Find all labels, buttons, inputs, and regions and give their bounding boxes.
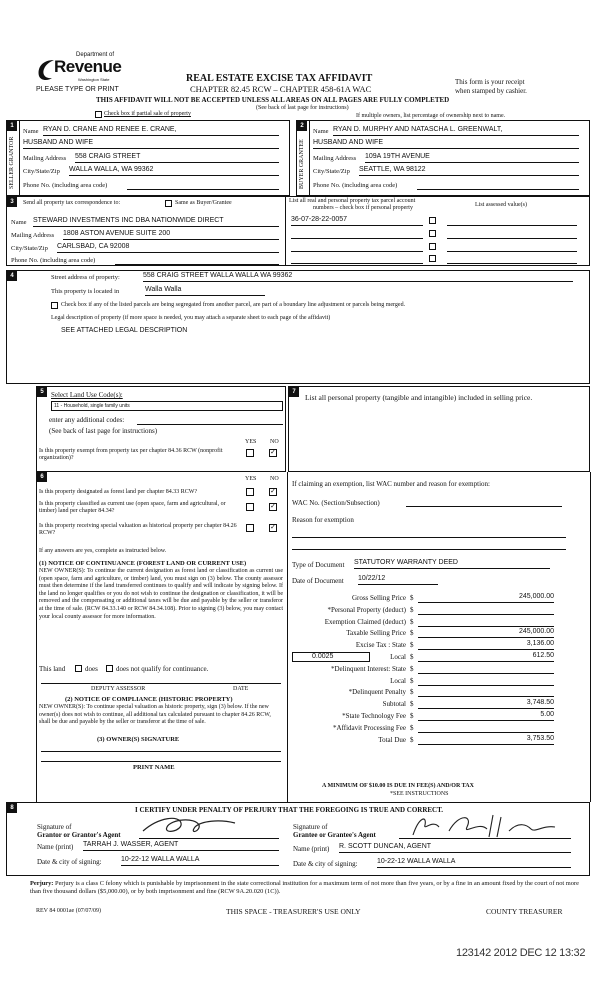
parcel-field-4[interactable]: [291, 254, 423, 264]
does-qualify-checkbox[interactable]: [75, 665, 82, 672]
this-land-label: This land: [39, 665, 66, 673]
buyer-phone-field[interactable]: [417, 180, 579, 190]
same-as-buyer-label: Same as Buyer/Grantee: [175, 200, 232, 206]
grantee-name-label: Name (print): [293, 845, 330, 853]
section-land-use: [36, 386, 286, 472]
form-revision: REV 84 0001ae (07/07/09): [36, 908, 102, 914]
section6-no-header: NO: [270, 476, 279, 482]
grantee-signature-line: [399, 837, 571, 839]
partial-sale-label: Check box if partial sale of property: [104, 111, 191, 117]
wac-field[interactable]: [406, 498, 562, 507]
seller-name-field-2[interactable]: HUSBAND AND WIFE: [23, 139, 279, 149]
buyer-name-field[interactable]: RYAN D. MURPHY AND NATASCHA L. GREENWALT,: [333, 126, 579, 136]
tax-row-label: Total Due: [378, 735, 406, 744]
see-instructions-note: *SEE INSTRUCTIONS: [390, 791, 449, 797]
tax-row-dollar: $: [410, 664, 414, 673]
section-7-number: 7: [289, 387, 299, 397]
owner-signature-label: (3) OWNER(S) SIGNATURE: [97, 736, 180, 743]
section-certify: [6, 802, 590, 876]
tax-row-label: Local: [390, 653, 406, 661]
tax-row-dollar: $: [410, 723, 414, 732]
section-seller: [6, 120, 290, 196]
tax-row-value[interactable]: [418, 664, 554, 674]
tax-row-label: *State Technology Fee: [342, 712, 406, 720]
tax-row-dollar: $: [410, 641, 414, 650]
grantee-name-field[interactable]: R. SCOTT DUNCAN, AGENT: [339, 843, 571, 853]
tax-row-label: *Delinquent Penalty: [348, 688, 406, 697]
land-use-yes-header: YES: [245, 439, 257, 445]
grantor-date-label: Date & city of signing:: [37, 858, 102, 866]
treasurer-use-only: THIS SPACE - TREASURER'S USE ONLY: [226, 907, 361, 916]
located-in-field[interactable]: Walla Walla: [145, 286, 265, 296]
parcel-header-2: numbers – check box if personal property: [313, 205, 413, 211]
exemption-reason-field[interactable]: [292, 536, 566, 538]
grantee-date-label: Date & city of signing:: [293, 860, 358, 868]
notice-continuance-title: (1) NOTICE OF CONTINUANCE (FOREST LAND OR CURRENT USE): [39, 560, 247, 567]
receipt-note-1: This form is your receipt: [455, 78, 525, 86]
grantor-signature[interactable]: [139, 813, 249, 839]
same-as-buyer-checkbox[interactable]: [165, 200, 172, 207]
parcel-field-1[interactable]: 36-07-28-22-0057: [291, 216, 423, 226]
wac-label: WAC No. (Section/Subsection): [292, 499, 380, 507]
section-buyer: [296, 120, 590, 196]
form-title: REAL ESTATE EXCISE TAX AFFIDAVIT: [186, 73, 373, 84]
segregated-checkbox[interactable]: [51, 302, 58, 309]
grantee-sig-of: Signature of: [293, 823, 328, 831]
send-correspondence-label: Send all property tax correspondence to:: [23, 200, 121, 206]
section-property: [6, 270, 590, 384]
tax-row-dollar: $: [410, 688, 414, 697]
section-3-number: 3: [7, 197, 17, 207]
please-type: PLEASE TYPE OR PRINT: [36, 86, 119, 93]
tax-row-label: Gross Selling Price: [351, 594, 406, 602]
tax-row-label: Subtotal: [382, 700, 406, 709]
land-use-label: Select Land Use Code(s):: [51, 391, 123, 399]
tax-row-value[interactable]: 3,136.00: [418, 640, 554, 650]
legal-description-field[interactable]: SEE ATTACHED LEGAL DESCRIPTION: [61, 327, 188, 334]
seller-phone-label: Phone No. (including area code): [23, 182, 108, 189]
taxpayer-name-field[interactable]: STEWARD INVESTMENTS INC DBA NATIONWIDE DIRECT: [33, 217, 279, 227]
tax-row-value[interactable]: 245,000.00: [418, 593, 554, 603]
legal-description-label: Legal description of property (if more space is needed, you may attach a separate sheet to each page of the affidavit): [51, 315, 331, 321]
buyer-address-label: Mailing Address: [313, 155, 357, 162]
additional-codes-field[interactable]: [137, 416, 283, 425]
tax-row-dollar: $: [410, 629, 414, 638]
tax-row-value[interactable]: [418, 676, 554, 686]
parcel-personal-checkbox-3[interactable]: [429, 243, 436, 250]
tax-row-value[interactable]: [418, 605, 554, 615]
logo-word: Revenue: [54, 57, 122, 76]
nonprofit-no-checkbox[interactable]: ✓: [270, 449, 276, 456]
buyer-name-label: Name: [313, 128, 329, 135]
seller-city-field[interactable]: WALLA WALLA, WA 99362: [69, 166, 279, 176]
historic-no-checkbox[interactable]: ✓: [270, 524, 276, 531]
doc-date-label: Date of Document: [292, 577, 344, 585]
tax-row-value[interactable]: 3,748.50: [418, 699, 554, 709]
grantee-agent-label: Grantee or Grantee's Agent: [293, 831, 376, 839]
doc-type-label: Type of Document: [292, 561, 345, 569]
print-name-field[interactable]: [41, 760, 281, 762]
if-yes-note: If any answers are yes, complete as instructed below.: [39, 548, 167, 554]
taxpayer-address-label: Mailing Address: [11, 232, 55, 239]
parcel-field-3[interactable]: [291, 242, 423, 252]
forest-no-checkbox[interactable]: ✓: [270, 488, 276, 495]
tax-row-value[interactable]: [418, 723, 554, 733]
taxpayer-address-field[interactable]: 1808 ASTON AVENUE SUITE 200: [63, 230, 279, 240]
grantor-agent-label: Grantor or Grantor's Agent: [37, 831, 121, 839]
historic-question: Is this property receiving special valuation as historical property per chapter 84.26 RCW?: [39, 523, 237, 536]
section-4-number: 4: [7, 271, 17, 281]
perjury-notice: [30, 880, 586, 896]
section6-yes-header: YES: [245, 476, 257, 482]
grantor-name-label: Name (print): [37, 843, 74, 851]
parcel-header-1: List all real and personal property tax parcel account: [289, 198, 416, 204]
assessed-field-4[interactable]: [447, 254, 577, 264]
additional-codes-label: enter any additional codes:: [49, 416, 125, 424]
logo-washington: Washington State: [78, 77, 110, 82]
tax-row-label: *Affidavit Processing Fee: [333, 723, 406, 732]
parcel-field-2[interactable]: [291, 229, 423, 239]
assessed-field-1[interactable]: [447, 216, 577, 226]
seller-name-field[interactable]: RYAN D. CRANE AND RENEE E. CRANE,: [43, 126, 279, 136]
deputy-assessor-label: DEPUTY ASSESSOR: [91, 686, 146, 692]
parcel-personal-checkbox-1[interactable]: [429, 217, 436, 224]
tax-row-label: Excise Tax : State: [355, 641, 406, 650]
doc-date-field[interactable]: 10/22/12: [358, 575, 438, 585]
street-address-field[interactable]: 558 CRAIG STREET WALLA WALLA WA 99362: [143, 272, 573, 282]
seller-side-label: SELLER GRANTOR: [9, 136, 15, 189]
deputy-assessor-signature[interactable]: [41, 682, 281, 684]
county-treasurer: COUNTY TREASURER: [486, 907, 563, 916]
parcel-personal-checkbox-2[interactable]: [429, 230, 436, 237]
buyer-side-label: BUYER GRANTEE: [299, 139, 305, 189]
nonprofit-yes-checkbox[interactable]: [246, 449, 254, 457]
recording-stamp: 123142 2012 DEC 12 13:32: [456, 947, 586, 959]
tax-row-value[interactable]: [418, 617, 554, 627]
tax-row-dollar: $: [410, 735, 414, 744]
buyer-city-label: City/State/Zip: [313, 168, 350, 175]
current-use-no-checkbox[interactable]: ✓: [270, 503, 276, 510]
located-in-label: This property is located in: [51, 288, 120, 295]
grantor-sig-of: Signature of: [37, 823, 72, 831]
does-not-label: does not qualify for continuance.: [116, 665, 209, 673]
section-2-number: 2: [297, 121, 307, 131]
assessed-value-header: List assessed value(s): [475, 202, 527, 208]
revenue-logo: [36, 52, 122, 86]
street-address-label: Street address of property:: [51, 274, 120, 281]
taxpayer-name-label: Name: [11, 219, 27, 226]
seller-address-field[interactable]: 558 CRAIG STREET: [75, 153, 279, 163]
personal-property-text: List all personal property (tangible and intangible) included in selling price.: [305, 393, 533, 402]
exemption-reason-label: Reason for exemption: [292, 516, 354, 524]
current-use-yes-checkbox[interactable]: [246, 503, 254, 511]
section-personal-property: [288, 386, 590, 472]
doc-type-field[interactable]: STATUTORY WARRANTY DEED: [354, 559, 550, 569]
tax-row-label: Taxable Selling Price: [346, 629, 406, 638]
grantee-date-field[interactable]: 10-22-12 WALLA WALLA: [377, 858, 571, 868]
tax-row-label: Local: [390, 676, 406, 685]
form-subtitle: CHAPTER 82.45 RCW – CHAPTER 458-61A WAC: [190, 84, 372, 94]
buyer-city-field[interactable]: SEATTLE, WA 98122: [359, 166, 579, 176]
notice-compliance-text: NEW OWNER(S): To continue special valuation as historic property, sign (3) below. If the new owner(s) does not wish to continue, all additional tax calculated pursuant to chapter 84.26 RCW, shall be due and payable by the seller or transferor at the time of sale.: [39, 704, 271, 726]
taxpayer-phone-field[interactable]: [115, 255, 279, 265]
tax-row-dollar: $: [410, 594, 414, 602]
buyer-phone-label: Phone No. (including area code): [313, 182, 398, 189]
taxpayer-phone-label: Phone No. (including area code): [11, 257, 96, 264]
notice-continuance-text: NEW OWNER(S): To continue the current designation as forest land or classification as current use (open space, farm and agriculture, or timber) land, you must sign on (3) below. The county assessor must then determine if the land transferred continues to qualify and will indicate by signing below. If the land no longer qualifies or you do not wish to continue the designation or classification, it will be removed and the compensating or additional taxes will be due and payable by the seller or transferor at the time of sale. (RCW 84.33.140 or RCW 84.34.108). Prior to signing (3) below, you may contact your local county assessor for more information.: [39, 568, 283, 620]
buyer-name-field-2[interactable]: HUSBAND AND WIFE: [313, 139, 579, 149]
deputy-date-label: DATE: [233, 686, 249, 692]
tax-row-value[interactable]: 5.00: [418, 711, 554, 721]
forest-land-question: Is this property designated as forest land per chapter 84.33 RCW?: [39, 489, 198, 495]
tax-row-dollar: $: [410, 700, 414, 709]
land-use-no-header: NO: [270, 439, 279, 445]
owner-signature-field[interactable]: [41, 750, 281, 752]
tax-row-value[interactable]: 3,753.50: [418, 735, 554, 745]
section-taxpayer: [6, 196, 590, 266]
tax-row-value[interactable]: 612.50: [418, 652, 554, 662]
nonprofit-question: Is this property exempt from property tax per chapter 84.36 RCW (nonprofit organization)?: [39, 448, 223, 461]
exemption-reason-field-2[interactable]: [292, 548, 566, 550]
buyer-address-field[interactable]: 109A 19TH AVENUE: [365, 153, 579, 163]
certify-statement: I CERTIFY UNDER PENALTY OF PERJURY THAT THE FOREGOING IS TRUE AND CORRECT.: [135, 806, 444, 814]
forest-yes-checkbox[interactable]: [246, 488, 254, 496]
section-tax-calc: [288, 472, 591, 802]
tax-row-label: *Personal Property (deduct): [327, 605, 406, 614]
tax-row-dollar: $: [410, 605, 414, 614]
seller-phone-field[interactable]: [127, 180, 279, 190]
tax-row-label: *Delinquent Interest: State: [330, 664, 406, 673]
partial-sale-checkbox[interactable]: [95, 111, 102, 118]
tax-row-label: Exemption Claimed (deduct): [324, 617, 406, 626]
tax-row-dollar: $: [410, 617, 414, 626]
completion-warning: THIS AFFIDAVIT WILL NOT BE ACCEPTED UNLESS ALL AREAS ON ALL PAGES ARE FULLY COMPLETED: [96, 96, 450, 104]
seller-name-label: Name: [23, 128, 39, 135]
grantor-date-field[interactable]: 10-22-12 WALLA WALLA: [121, 856, 279, 866]
section-1-number: 1: [7, 121, 17, 131]
grantor-signature-line: [139, 837, 279, 839]
tax-row-dollar: $: [410, 676, 414, 685]
assessed-field-3[interactable]: [447, 242, 577, 252]
tax-row-value[interactable]: 245,000.00: [418, 628, 554, 638]
perjury-text: Perjury is a class C felony which is punishable by imprisonment in the state correctional institution for a maximum term of not more than five years, or by a fine in an amount fixed by the court of not more than five thousand dollars ($5,000.00), or by both imprisonment and fine (RCW 9A.20.020 (1C)).: [30, 880, 579, 895]
print-name-label: PRINT NAME: [133, 764, 175, 771]
taxpayer-city-field[interactable]: CARLSBAD, CA 92008: [57, 243, 279, 253]
grantor-name-field[interactable]: TARRAH J. WASSER, AGENT: [83, 841, 279, 851]
current-use-question: Is this property classified as current use (open space, farm and agricultural, or timber) land per chapter 84.34?: [39, 501, 226, 514]
parcel-personal-checkbox-4[interactable]: [429, 255, 436, 262]
historic-yes-checkbox[interactable]: [246, 524, 254, 532]
seller-address-label: Mailing Address: [23, 155, 67, 162]
segregated-label: Check box if any of the listed parcels are being segregated from another parcel, are part of a boundary line adjustment or parcels being merged.: [61, 302, 406, 308]
perjury-label: Perjury:: [30, 880, 54, 887]
section-current-use: [36, 472, 288, 802]
assessed-field-2[interactable]: [447, 229, 577, 239]
minimum-fee-note: A MINIMUM OF $10.00 IS DUE IN FEE(S) AND/OR TAX: [322, 783, 474, 789]
section-8-number: 8: [7, 803, 17, 813]
exemption-label: If claiming an exemption, list WAC number and reason for exemption:: [292, 480, 490, 488]
does-label: does: [85, 665, 98, 673]
multiple-owners-note: If multiple owners, list percentage of ownership next to name.: [356, 113, 506, 119]
section-5-number: 5: [37, 387, 47, 397]
seller-city-label: City/State/Zip: [23, 168, 60, 175]
tax-row-dollar: $: [410, 653, 414, 661]
see-back-note: (See back of last page for instructions): [256, 105, 349, 111]
land-use-code-select[interactable]: 11 - Household, single family units: [51, 401, 283, 411]
does-not-qualify-checkbox[interactable]: [106, 665, 113, 672]
receipt-note-2: when stamped by cashier.: [455, 87, 527, 95]
tax-row-value[interactable]: [418, 687, 554, 697]
land-use-see-back: (See back of last page for instructions): [49, 427, 158, 435]
taxpayer-city-label: City/State/Zip: [11, 245, 48, 252]
notice-compliance-title: (2) NOTICE OF COMPLIANCE (HISTORIC PROPERTY): [65, 696, 233, 703]
local-rate-value: 0.0025: [312, 653, 334, 660]
section-6-number: 6: [37, 472, 47, 482]
logo-department: Department of: [76, 52, 115, 58]
tax-row-dollar: $: [410, 712, 414, 720]
